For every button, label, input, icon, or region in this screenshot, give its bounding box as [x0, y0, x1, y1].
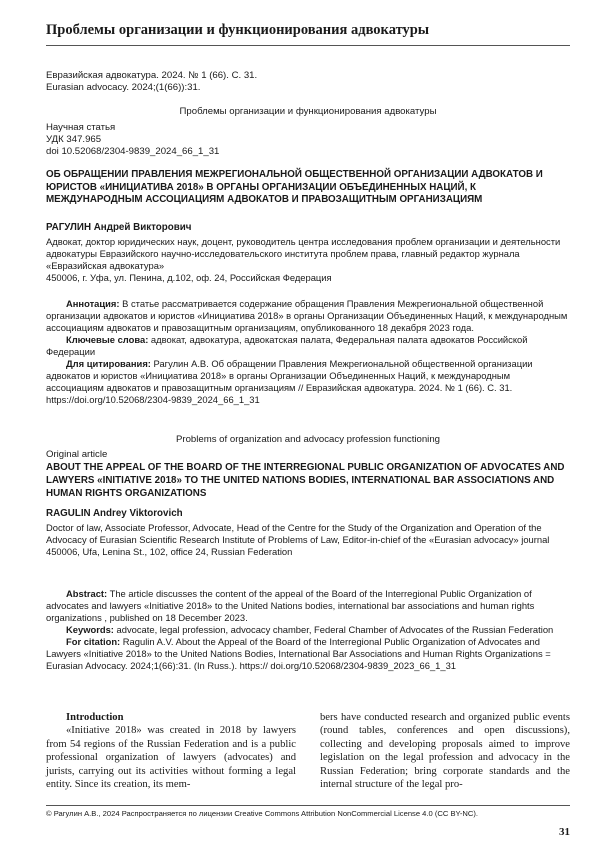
- cite-text-ru: Рагулин А.В. Об обращении Правления Межрегиональной общественной организации адвокатов и юристов «Инициатива 2018» в органы Организации Объединенных Наций, к международным ассоциациям адвокатов и правозащитным организациям // Евразийская адвокатура. 2024. № 1 (66). С. 31. https://doi.org/10.52068/2304-9839_2024_66_1_31: [46, 358, 533, 405]
- author-bio-en: Doctor of law, Associate Professor, Advocate, Head of the Centre for the Study of the Organization and Operation of the Advocacy of Eurasian Scientific Research Institute of Problems of Law, Editor-in-chief of the «Eurasian advocacy» journal: [46, 522, 550, 545]
- article-title-en: ABOUT THE APPEAL OF THE BOARD OF THE INTERREGIONAL PUBLIC ORGANIZATION OF ADVOCATES AND LAWYERS «INITIATIVE 2018» TO THE UNITED NATIONS BODIES, INTERNATIONAL BAR ASSOCIATIONS AND HUMAN RIGHTS ORGANIZATIONS: [46, 462, 565, 500]
- udc: УДК 347.965: [46, 134, 102, 146]
- footer-divider: [46, 805, 570, 806]
- author-name-ru: РАГУЛИН Андрей Викторович: [46, 222, 192, 233]
- section-title-ru: Проблемы организации и функционирования адвокатуры: [179, 106, 437, 117]
- abstract-text-en: The article discusses the content of the appeal of the Board of the Interregional Public Organization of advocates and lawyers «Initiative 2018» to the United Nations bodies, international bar associations and human rights organizations , published on 18 December 2023.: [46, 588, 535, 623]
- abstract-label-ru: Аннотация:: [66, 298, 120, 309]
- cite-text-en: Ragulin A.V. About the Appeal of the Board of the Interregional Public Organization of Advocates and Lawyers «Initiative 2018» to the United Nations Bodies, International Bar Associations and Human Rights Organizations = Eurasian Advocacy. 2024;1(66):31. (In Russ.). https:// doi.org/10.52068/2304-9839_2023_66_1_31: [46, 636, 551, 671]
- abstract-text-ru: В статье рассматривается содержание обращения Правления Межрегиональной общественной организации адвокатов и юристов «Инициатива 2018» в органы Организации Объединенных Наций, к международным ассоциациям адвокатов и правозащитным организациям, опубликованного 18 декабря 2023 года.: [46, 298, 568, 333]
- journal-citation: [46, 70, 257, 95]
- cite-label-en: For citation:: [66, 636, 121, 647]
- citation-ru: Евразийская адвокатура. 2024. № 1 (66). С. 31.: [46, 70, 258, 81]
- citation-en: Eurasian advocacy. 2024;(1(66)):31.: [46, 82, 201, 94]
- article-meta: [46, 122, 219, 159]
- article-title-ru: ОБ ОБРАЩЕНИИ ПРАВЛЕНИЯ МЕЖРЕГИОНАЛЬНОЙ ОБЩЕСТВЕННОЙ ОРГАНИЗАЦИИ АДВОКАТОВ И ЮРИСТОВ «ИНИЦИАТИВА 2018» В ОРГАНЫ ОРГАНИЗАЦИИ ОБЪЕДИНЕННЫХ НАЦИЙ, К МЕЖДУНАРОДНЫМ АССОЦИАЦИЯМ АДВОКАТОВ И ПРАВОЗАЩИТНЫМ ОРГАНИЗАЦИЯМ: [46, 169, 543, 206]
- intro-heading: Introduction: [66, 712, 124, 723]
- author-block-en: [46, 508, 570, 558]
- abstract-en: [46, 588, 570, 624]
- abstract-block-en: [46, 588, 570, 672]
- body-column-right: [320, 711, 570, 791]
- body-text-left: «Initiative 2018» was created in 2018 by lawyers from 54 regions of the Russian Federation and is a public professional organization of lawyers (advocates) and jurists, carrying out its activities without forming a legal entity. Since its creation, its mem-: [46, 725, 296, 791]
- author-block-ru: [46, 222, 570, 284]
- keywords-label-ru: Ключевые слова:: [66, 334, 149, 345]
- keywords-text-ru: адвокат, адвокатура, адвокатская палата, Федеральная палата адвокатов Российской Федерации: [46, 334, 528, 357]
- author-bio-ru: Адвокат, доктор юридических наук, доцент, руководитель центра исследования проблем организации и деятельности адвокатуры Евразийского научно-исследовательского института проблем права, главный редактор журнала «Евразийская адвокатура»: [46, 236, 561, 271]
- section-title-en: Problems of organization and advocacy profession functioning: [176, 434, 440, 445]
- author-address-en: 450006, Ufa, Lenina St., 102, office 24, Russian Federation: [46, 546, 293, 557]
- abstract-label-en: Abstract:: [66, 588, 108, 599]
- cite-en: [46, 636, 570, 672]
- article-type-ru: Научная статья: [46, 122, 116, 133]
- doi: doi 10.52068/2304-9839_2024_66_1_31: [46, 146, 220, 158]
- author-address-ru: 450006, г. Уфа, ул. Пенина, д.102, оф. 24, Российская Федерация: [46, 272, 332, 283]
- keywords-label-en: Keywords:: [66, 624, 114, 635]
- license-footer: © Рагулин А.В., 2024 Распространяется по лицензии Creative Commons Attribution NonCommercial License 4.0 (CC BY-NC).: [46, 809, 479, 818]
- keywords-en: [46, 624, 570, 636]
- cite-ru: [46, 358, 570, 406]
- author-name-en: RAGULIN Andrey Viktorovich: [46, 508, 183, 519]
- abstract-block-ru: [46, 298, 570, 406]
- keywords-ru: [46, 334, 570, 358]
- abstract-ru: [46, 298, 570, 334]
- body-column-left: [46, 711, 296, 791]
- keywords-text-en: advocate, legal profession, advocacy chamber, Federal Chamber of Advocates of the Russian Federation: [113, 624, 554, 635]
- cite-label-ru: Для цитирования:: [66, 358, 151, 369]
- body-text-right: bers have conducted research and organized public events (round tables, conferences and open discussions), collecting and developing proposals aimed to improve legislation on the legal profession and advocacy in the Russian Federation; bring corporate standards and the internal structure of the legal pro-: [320, 712, 570, 791]
- page-number: 31: [559, 826, 570, 838]
- running-head: Проблемы организации и функционирования адвокатуры: [46, 22, 570, 46]
- article-type-en: Original article: [46, 449, 108, 460]
